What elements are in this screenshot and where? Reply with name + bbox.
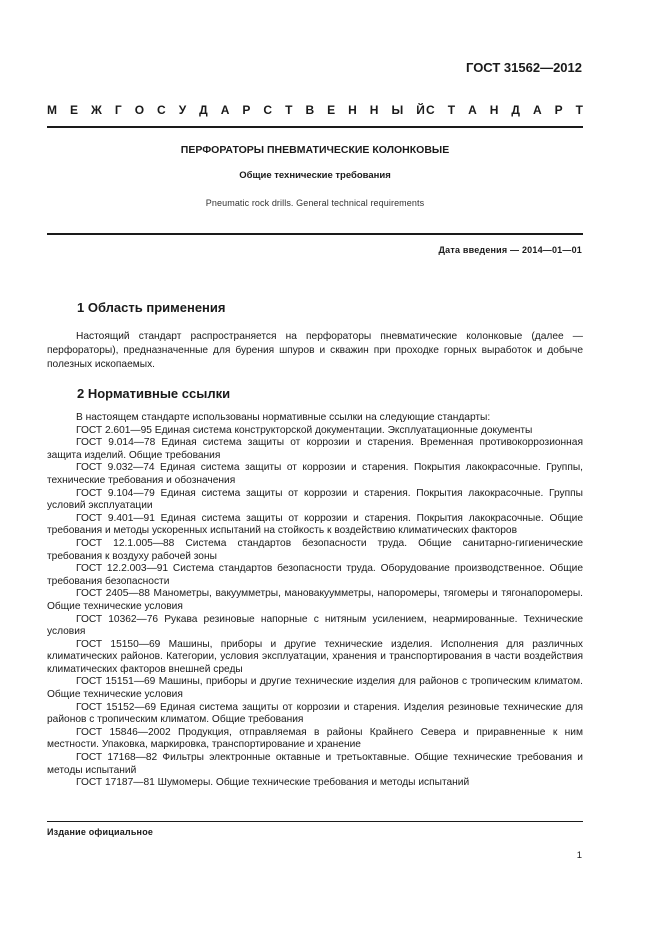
reference-item: ГОСТ 12.2.003—91 Система стандартов безопасности труда. Оборудование производственное. Общие требования безопасности <box>47 563 583 587</box>
banner-letter: Н <box>489 103 499 117</box>
banner-letter: В <box>305 103 315 117</box>
banner-letter: А <box>468 103 477 117</box>
references-list <box>47 412 583 790</box>
banner-letter: Ы <box>391 103 404 117</box>
standard-type-right <box>426 103 583 117</box>
banner-letter: А <box>532 103 542 117</box>
reference-item: ГОСТ 9.014—78 Единая система защиты от коррозии и старения. Временная противокоррозионная защита изделий. Общие требования <box>47 437 583 461</box>
reference-item: ГОСТ 2405—88 Манометры, вакуумметры, мановакуумметры, напоромеры, тягомеры и тягонапоромеры. Общие технические условия <box>47 588 583 612</box>
banner-letter: Д <box>511 103 520 117</box>
banner-letter: С <box>426 103 435 117</box>
document-title-english: Pneumatic rock drills. General technical requirements <box>205 198 425 208</box>
section-1-heading: 1 Область применения <box>77 300 226 315</box>
banner-letter: С <box>157 103 166 117</box>
references-intro: В настоящем стандарте использованы нормативные ссылки на следующие стандарты: <box>76 412 491 423</box>
reference-item: ГОСТ 17187—81 Шумомеры. Общие технические требования и методы испытаний <box>76 777 470 789</box>
reference-item: ГОСТ 2.601—95 Единая система конструкторской документации. Эксплуатационные документы <box>76 424 533 436</box>
reference-item: ГОСТ 15152—69 Единая система защиты от коррозии и старения. Изделия резиновые технические для районов с тропическим климатом. Общие требования <box>47 701 583 726</box>
banner-letter: С <box>263 103 273 117</box>
reference-item: ГОСТ 10362—76 Рукава резиновые напорные с нитяным усилением, неармированные. Технические условия <box>47 613 583 638</box>
banner-letter: Т <box>285 103 293 117</box>
banner-letter: Т <box>575 103 583 117</box>
banner-letter: Ж <box>91 103 102 117</box>
gost-number: ГОСТ 31562—2012 <box>466 60 582 75</box>
section-1-paragraph: Настоящий стандарт распространяется на перфораторы пневматические колонковые (далее — перфораторы), предназначенные для бурения шпуров и скважин при проходке горных выработок и добыче полезных ископаемых. <box>47 331 583 370</box>
section-2-heading: 2 Нормативные ссылки <box>77 386 231 401</box>
banner-letter: Й <box>416 103 425 117</box>
reference-item: ГОСТ 15150—69 Машины, приборы и другие технические изделия. Исполнения для различных климатических районов. Категории, условия эксплуатации, хранения и транспортирования в части воздействия климатических факторов внешней среды <box>47 638 583 675</box>
banner-letter: Р <box>242 103 251 117</box>
introduction-date: Дата введения — 2014—01—01 <box>438 245 582 255</box>
standard-type-banner <box>47 103 583 117</box>
reference-item: ГОСТ 15846—2002 Продукция, отправляемая в районы Крайнего Севера и приравненные к ним местности. Упаковка, маркировка, транспортирование и хранение <box>47 726 583 751</box>
document-subtitle: Общие технические требования <box>239 170 391 181</box>
banner-letter: Р <box>554 103 563 117</box>
banner-letter: Е <box>70 103 79 117</box>
banner-letter: А <box>220 103 230 117</box>
document-title: ПЕРФОРАТОРЫ ПНЕВМАТИЧЕСКИЕ КОЛОНКОВЫЕ <box>180 144 450 156</box>
reference-item: ГОСТ 12.1.005—88 Система стандартов безопасности труда. Общие санитарно-гигиенические требования к воздуху рабочей зоны <box>47 537 583 562</box>
reference-item: ГОСТ 9.032—74 Единая система защиты от коррозии и старения. Покрытия лакокрасочные. Группы, технические требования и обозначения <box>47 462 583 486</box>
reference-item: ГОСТ 9.104—79 Единая система защиты от коррозии и старения. Покрытия лакокрасочные. Группы условий эксплуатации <box>47 487 583 512</box>
banner-letter: М <box>47 103 57 117</box>
banner-letter: Н <box>369 103 379 117</box>
header-rule <box>47 126 583 128</box>
reference-item: ГОСТ 17168—82 Фильтры электронные октавные и третьоктавные. Общие технические требования и методы испытаний <box>47 752 583 776</box>
banner-letter: Т <box>447 103 456 117</box>
edition-label: Издание официальное <box>47 827 154 837</box>
title-rule <box>47 233 583 235</box>
reference-item: ГОСТ 9.401—91 Единая система защиты от коррозии и старения. Покрытия лакокрасочные. Общие требования и методы ускоренных испытаний на стойкость к воздействию климатических факторов <box>47 512 583 537</box>
banner-letter: Г <box>114 103 122 117</box>
banner-letter: У <box>178 103 187 117</box>
footer-rule <box>47 821 583 822</box>
section-1-body <box>47 330 583 371</box>
banner-letter: Е <box>327 103 336 117</box>
banner-letter: Н <box>348 103 357 117</box>
page-number: 1 <box>576 850 582 861</box>
standard-type-left <box>47 103 425 117</box>
reference-item: ГОСТ 15151—69 Машины, приборы и другие технические изделия для районов с тропическим климатом. Общие технические условия <box>47 676 583 701</box>
banner-letter: О <box>134 103 145 117</box>
banner-letter: Д <box>199 103 208 117</box>
